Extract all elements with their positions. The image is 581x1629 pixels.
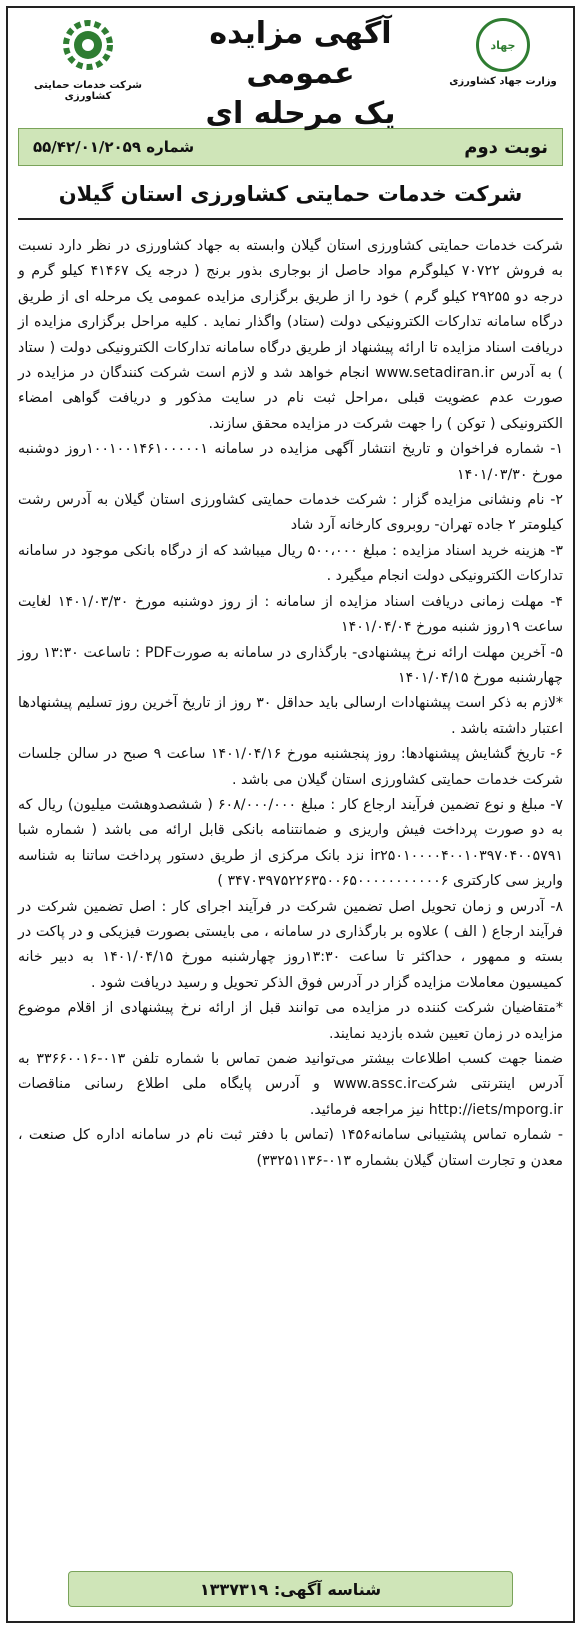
item-2: ۲- نام ونشانی مزایده گزار : شرکت خدمات حمایتی کشاورزی استان گیلان به آدرس رشت کیلومتر ۲ جاده تهران- روبروی کارخانه آرد شاد <box>18 492 563 534</box>
announcement-body <box>18 234 563 1174</box>
ad-id-footer: شناسه آگهی: ۱۳۳۷۳۱۹ <box>68 1571 513 1607</box>
intro-paragraph: شرکت خدمات حمایتی کشاورزی استان گیلان وابسته به جهاد کشاورزی در نظر دارد نسبت به فروش ۷۰۷۲۲ کیلوگرم مواد حاصل از بوجاری بذور برنج ( درجه یک ۴۱۴۶۷ کیلو گرم و درجه دو ۲۹۲۵۵ کیلو گرم ) خود را از طریق برگزاری مزایده عمومی یک مرحله ای از طریق درگاه سامانه تدارکات الکترونیکی دولت (ستاد) واگذار نماید . کلیه مراحل برگزاری مزایده از دریافت اسناد مزایده تا ارائه پیشنهاد از طریق درگاه سامانه تدارکات الکترونیکی دولت ( ستاد ) به آدرس www.setadiran.ir انجام خواهد شد و لازم است شرکت کنندگان در مزایده در صورت عدم عضویت قبلی ،مراحل ثبت نام در سایت مذکور و دریافت گواهی امضاء الکترونیکی ( توکن ) را جهت شرکت در مزایده محقق سازند. <box>18 238 563 432</box>
company-logo <box>18 18 158 102</box>
company-title: شرکت خدمات حمایتی کشاورزی استان گیلان <box>18 182 563 220</box>
note-validity: *لازم به ذکر است پیشنهادات ارسالی باید حداقل ۳۰ روز از تاریخ آخرین روز تسلیم پیشنهادها اعتبار داشته باشد . <box>18 695 564 737</box>
contact-info: ضمنا جهت کسب اطلاعات بیشتر می‌توانید ضمن تماس با شماره تلفن ۰۱۳-۳۳۶۶۰۰۱۶ به آدرس اینترنتی شرکتwww.assc.ir و آدرس پایگاه ملی اطلاع رسانی مناقصات http://iets/mporg.ir نیز مراجعه فرمائید. <box>18 1051 564 1118</box>
title-block <box>158 14 443 134</box>
item-1: ۱- شماره فراخوان و تاریخ انتشار آگهی مزایده در سامانه ۱۰۰۱۰۰۱۴۶۱۰۰۰۰۰۱روز دوشنبه مورخ ۱۴۰۱/۰۳/۳۰ <box>18 441 563 483</box>
note-visit: *متقاضیان شرکت کننده در مزایده می توانند قبل از ارائه نرخ پیشنهادی از اقلام موضوع مزایده در زمان تعیین شده بازدید نمایند. <box>18 1000 563 1042</box>
item-8: ۸- آدرس و زمان تحویل اصل تضمین شرکت در فرآیند اجرای کار : اصل تضمین شرکت در فرآیند ارجاع ( الف ) علاوه بر بارگذاری در سامانه ، می بایستی بصورت فیزیکی و در پاکت در بسته و ممهور ، حداکثر تا ساعت ۱۳:۳۰روز چهارشنبه مورخ ۱۴۰۱/۰۴/۱۵ به دبیر خانه کمیسیون معاملات مزایده گزار در آدرس فوق الذکر تحویل و رسید دریافت شود . <box>18 898 563 991</box>
page-subtitle: یک مرحله ای <box>205 96 396 131</box>
ministry-caption: وزارت جهاد کشاورزی <box>449 76 557 87</box>
page-title: آگهی مزایده عمومی <box>209 16 392 91</box>
item-5: ۵- آخرین مهلت ارائه نرخ پیشنهادی- بارگذاری در سامانه به صورتPDF : تاساعت ۱۳:۳۰ روز چهارشنبه مورخ ۱۴۰۱/۰۴/۱۵ <box>18 644 563 686</box>
item-7: ۷- مبلغ و نوع تضمین فرآیند ارجاع کار : مبلغ ۶۰۸/۰۰۰/۰۰۰ ( ششصدوهشت میلیون) ریال که به دو صورت پرداخت فیش واریزی و ضمانتنامه بانکی قابل ارائه می باشد ( شماره شبا ir۲۵۰۱۰۰۰۰۴۰۰۱۰۳۹۷۰۴۰۰۵۷۹۱ نزد بانک مرکزی از طریق دستور پرداخت ساتنا به شناسه واریز سی کارکتری ۳۴۷۰۳۹۷۵۲۲۶۳۵۰۰۶۵۰۰۰۰۰۰۰۰۰۰۰۶ ) <box>18 796 563 890</box>
item-6: ۶- تاریخ گشایش پیشنهادها: روز پنجشنبه مورخ ۱۴۰۱/۰۴/۱۶ ساعت ۹ صبح در سالن جلسات شرکت خدمات حمایتی کشاورزی استان گیلان می باشد . <box>18 746 563 788</box>
item-4: ۴- مهلت زمانی دریافت اسناد مزایده از سامانه : از روز دوشنبه مورخ ۱۴۰۱/۰۳/۳۰ لغایت ساعت ۱۹روز شنبه مورخ ۱۴۰۱/۰۴/۰۴ <box>18 593 563 636</box>
ministry-emblem-icon: جهاد <box>476 18 530 72</box>
ministry-logo <box>443 18 563 87</box>
company-caption: شرکت خدمات حمایتی کشاورزی <box>33 80 143 102</box>
item-3: ۳- هزینه خرید اسناد مزایده : مبلغ ۵۰۰،۰۰۰ ریال میباشد که از درگاه بانکی موجود در سامانه تدارکات الکترونیکی دولت انجام میگیرد . <box>18 542 563 585</box>
notice-round: نوبت دوم <box>464 136 548 158</box>
support-contact: - شماره تماس پشتیبانی سامانه۱۴۵۶ (تماس با دفتر ثبت نام در سامانه اداره کل صنعت ، معدن و تجارت استان گیلان بشماره ۰۱۳-۳۳۲۵۱۱۳۶) <box>18 1127 563 1169</box>
notice-number: شماره ۵۵/۴۲/۰۱/۲۰۵۹ <box>33 138 195 156</box>
gear-logo-icon <box>61 18 115 72</box>
announcement-page <box>6 6 575 1623</box>
header <box>18 14 563 131</box>
